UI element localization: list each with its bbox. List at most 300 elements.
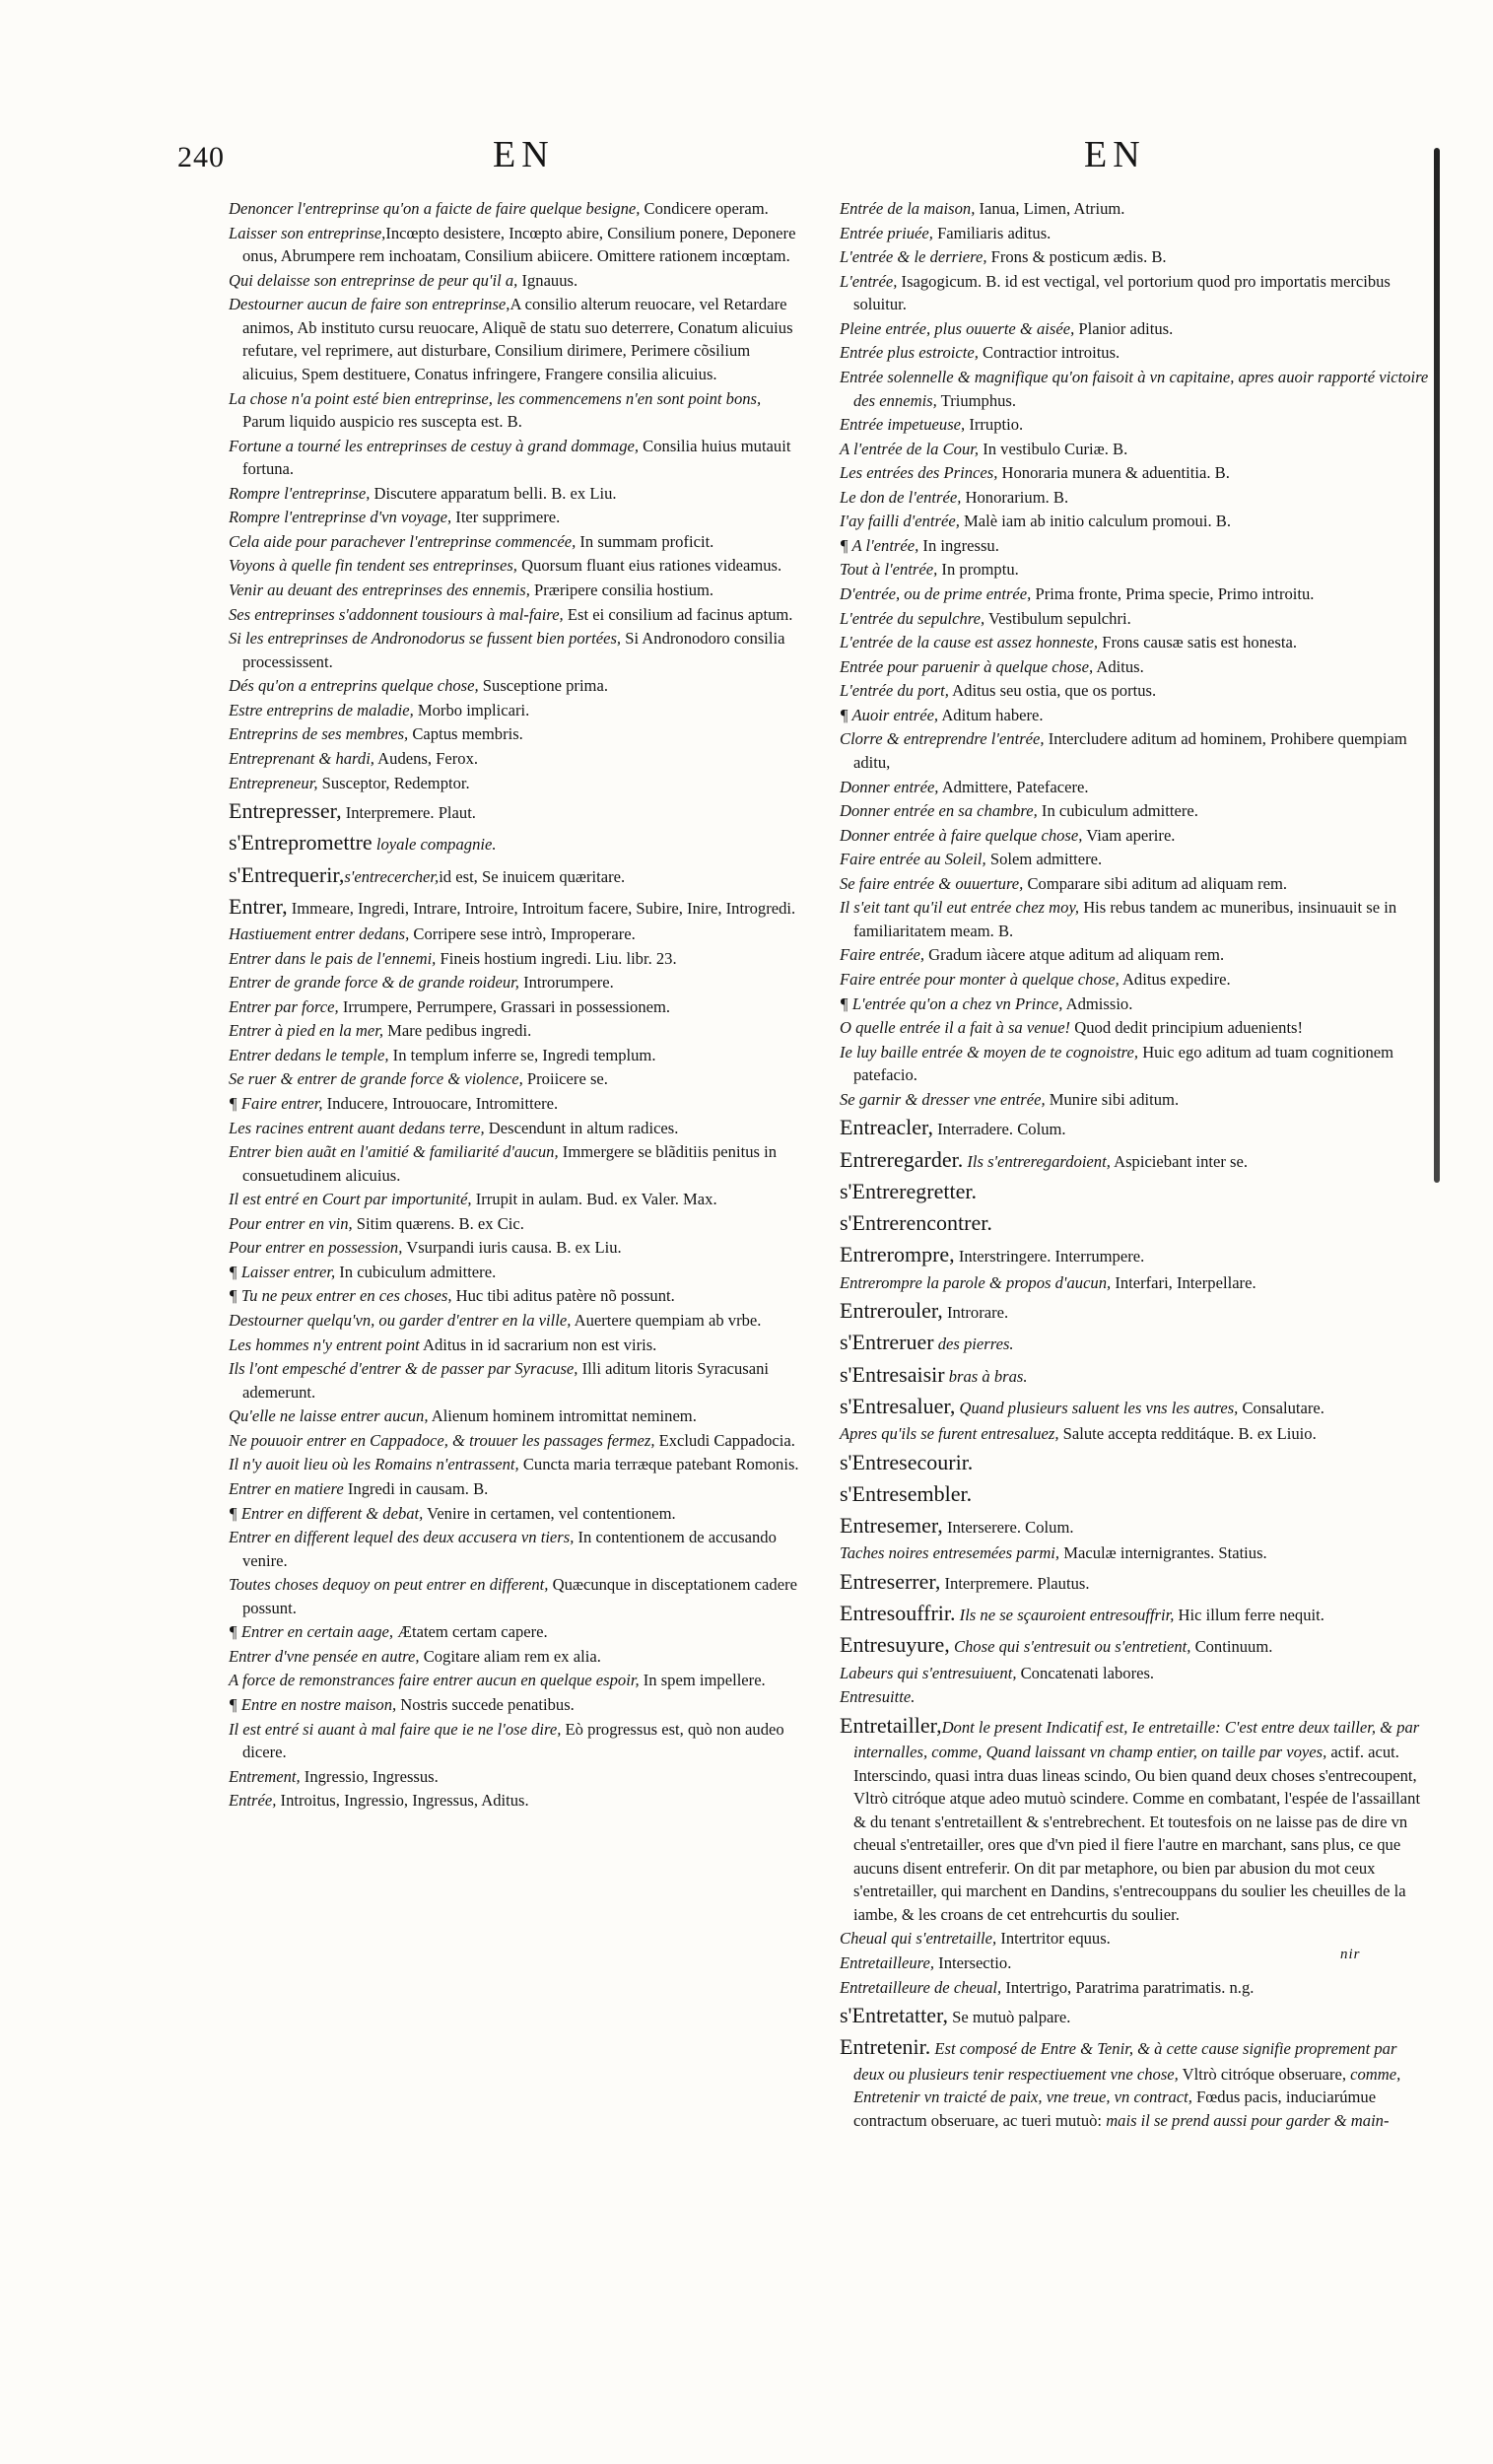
entry-latin: Continuum.	[1190, 1637, 1273, 1657]
entry-latin: Immeare, Ingredi, Intrare, Introire, Introitum facere, Subire, Inire, Introgredi.	[287, 898, 796, 918]
entry-latin: Præripere consilia hostium.	[529, 581, 714, 599]
entry-french: Entrerompre la parole & propos d'aucun,	[840, 1272, 1112, 1292]
entry-french: Venir au deuant des entreprinses des ennemis,	[229, 581, 530, 599]
dictionary-entry	[229, 1693, 802, 1717]
dictionary-entry	[229, 1261, 802, 1284]
entry-latin: Gradum iàcere atque aditum ad aliquam rem.	[924, 945, 1225, 965]
entry-headword: s'Entreregretter.	[840, 1178, 977, 1203]
dictionary-entry	[840, 1359, 1429, 1390]
entry-latin: Alienum hominem intromittat neminem.	[428, 1406, 697, 1426]
dictionary-entry	[840, 245, 1429, 269]
dictionary-entry	[840, 317, 1429, 341]
entry-latin: Contractior introitus.	[978, 343, 1120, 363]
entry-latin: Quæcunque in disceptationem cadere possunt.	[242, 1575, 797, 1617]
entry-latin: His rebus tandem ac muneribus, insinuauit se in familiaritatem meam. B.	[853, 898, 1397, 940]
entry-french: Est composé de Entre & Tenir, & à cette cause signifie proprement par deux ou plusieurs tenir respectiuement vne chose,	[853, 2039, 1397, 2084]
dictionary-entry	[840, 1327, 1429, 1357]
entry-latin: Interscindo, quasi intra duas lineas scindo, Ou bien quand deux choses s'entrecoupent, Vltrò citróque atque adeo mutuò scindere. Comme en combatant, l'espée de l'assaillant & du tenant s'entretaillent & s'entrebrechent. Et toutesfois on ne laisse pas de dire vn cheual s'entretailler, ores que d'vn pied il fiere l'autre en marchant, sans plus, ce que aucuns disent entreferir. On dit par metaphore, ou bien par abusion du mot ceux s'entretailler, qui marchent en Dandins, s'entrecouppans du soulier les cheuilles de la iambe, & les croans de cet entrehcurtis du soulier.	[853, 1765, 1421, 1924]
entry-french: Entrer bien auãt en l'amitié & familiarité d'aucun,	[229, 1142, 559, 1162]
dictionary-entry	[840, 534, 1429, 558]
dictionary-entry	[840, 1447, 1429, 1477]
entry-headword: Entrerouler,	[840, 1298, 943, 1324]
entry-french: Hastiuement entrer dedans,	[229, 924, 410, 943]
dictionary-entry	[840, 631, 1429, 654]
entry-headword: s'Entreruer	[840, 1330, 934, 1355]
dictionary-entry	[840, 776, 1429, 799]
dictionary-entry	[229, 1789, 802, 1813]
entry-french: Cela aide pour parachever l'entreprinse commencée,	[229, 531, 577, 551]
entry-latin: Aditus in id sacrarium non est viris.	[419, 1335, 657, 1354]
entry-french: L'entrée de la cause est assez honneste,	[840, 633, 1099, 652]
entry-french: Si les entreprinses de Andronodorus se fussent bien portées,	[229, 629, 622, 649]
entry-french: ¶ Entrer en certain aage,	[229, 1622, 394, 1642]
dictionary-entry	[840, 1629, 1429, 1660]
entry-french: Entretailleure,	[840, 1953, 935, 1972]
entry-headword: Entrerompre,	[840, 1242, 955, 1267]
entry-french: Rompre l'entreprinse,	[229, 483, 371, 503]
entry-latin: Consilia huius mutauit fortuna.	[242, 436, 791, 479]
dictionary-entry	[229, 772, 802, 795]
entry-latin: Audens, Ferox.	[373, 748, 479, 768]
entry-french: Le don de l'entrée,	[840, 487, 962, 507]
entry-french: Se ruer & entrer de grande force & violence,	[229, 1069, 523, 1089]
dictionary-entry	[840, 704, 1429, 727]
dictionary-entry	[840, 1422, 1429, 1446]
dictionary-entry	[840, 438, 1429, 461]
entry-french: Donner entrée,	[840, 777, 939, 796]
dictionary-entry	[229, 1309, 802, 1333]
entry-latin: id est,	[439, 866, 482, 886]
entry-french: Estre entreprins de maladie,	[229, 700, 414, 719]
entry-french: Clorre & entreprendre l'entrée,	[840, 729, 1045, 749]
entry-latin: Interstringere. Interrumpere.	[954, 1247, 1145, 1266]
dictionary-entry	[229, 1526, 802, 1572]
entry-headword: s'Entresaisir	[840, 1361, 945, 1387]
entry-french: Entrer d'vne pensée en autre,	[229, 1646, 420, 1666]
dictionary-entry	[840, 1239, 1429, 1269]
entry-latin: Interserere. Colum.	[942, 1518, 1074, 1538]
entry-french: Il est entré si auant à mal faire que ie ne l'ose dire,	[229, 1719, 562, 1739]
dictionary-entry	[229, 1236, 802, 1260]
entry-latin: actif. acut.	[1326, 1742, 1399, 1761]
dictionary-entry	[840, 1662, 1429, 1685]
entry-french: Entrée pour paruenir à quelque chose,	[840, 656, 1094, 676]
dictionary-entry	[229, 995, 802, 1019]
entry-french: comme, Entretenir vn traicté de paix, vne treue, vn contract,	[853, 2064, 1401, 2107]
entry-french: Dont le present Indicatif est, Ie entretaille: C'est entre deux tailler, & par internalles, comme, Quand laissant vn champ entier, on taille par voyes,	[853, 1717, 1420, 1761]
dictionary-entry	[229, 579, 802, 602]
entry-french: Donner entrée en sa chambre,	[840, 801, 1038, 821]
entry-latin: Malè iam ab initio calculum promoui. B.	[959, 512, 1231, 531]
entry-french: Chose qui s'entresuit ou s'entretient,	[949, 1637, 1191, 1657]
entry-latin: Irrumpere, Perrumpere, Grassari in possessionem.	[338, 996, 671, 1016]
entry-french: Qui delaisse son entreprinse de peur qu'il a,	[229, 270, 518, 290]
entry-headword: s'Entrequerir,	[229, 861, 345, 887]
entry-latin: Corripere sese intrò, Improperare.	[409, 924, 636, 943]
dictionary-entry	[840, 1271, 1429, 1295]
entry-french: Entrée priuée,	[840, 223, 933, 242]
entry-latin: Cuncta maria terræque patebant Romonis.	[518, 1455, 799, 1474]
entry-latin: Huc tibi aditus patère nõ possunt.	[451, 1286, 675, 1306]
entry-latin: Ætatem certam capere.	[393, 1622, 548, 1642]
entry-french: Les hommes n'y entrent point	[229, 1335, 420, 1354]
dictionary-entry	[840, 558, 1429, 582]
entry-latin: In ingressu.	[918, 535, 999, 555]
entry-latin: Descendunt in altum radices.	[484, 1118, 679, 1137]
entry-latin: In summam proficit.	[576, 531, 714, 551]
dictionary-entry	[840, 461, 1429, 485]
dictionary-entry	[229, 1453, 802, 1476]
entry-latin: Venire in certamen, vel contentionem.	[423, 1503, 676, 1523]
dictionary-entry	[840, 679, 1429, 703]
entry-latin: Vestibulum sepulchri.	[984, 608, 1131, 628]
dictionary-entry	[229, 1429, 802, 1453]
binding-edge	[1434, 148, 1440, 1183]
entry-headword: Entresuyure,	[840, 1632, 950, 1658]
entry-latin: Iter supprimere.	[451, 508, 561, 527]
entry-latin: Honoraria munera & aduentitia. B.	[997, 463, 1230, 483]
entry-french: Il n'y auoit lieu où les Romains n'entrassent,	[229, 1455, 519, 1474]
dictionary-entry	[229, 722, 802, 746]
entry-french: Il s'eit tant qu'il eut entrée chez moy,	[840, 898, 1080, 918]
entry-latin: In vestibulo Curiæ. B.	[979, 439, 1128, 458]
dictionary-entry	[229, 387, 802, 434]
entry-french: A l'entrée de la Cour,	[840, 439, 980, 458]
entry-headword: s'Entresecourir.	[840, 1449, 974, 1474]
dictionary-entry	[840, 510, 1429, 533]
dictionary-entry	[229, 859, 802, 890]
entry-latin: Hic illum ferre nequit.	[1174, 1606, 1324, 1625]
entry-french: Ses entreprinses s'addonnent tousiours à mal-faire,	[229, 604, 564, 624]
entry-french: Pour entrer en possession,	[229, 1238, 403, 1258]
entry-latin: In templum inferre se, Ingredi templum.	[388, 1045, 656, 1064]
entry-latin: Honorarium. B.	[961, 487, 1069, 507]
dictionary-entry	[229, 923, 802, 946]
entry-latin: Quorsum fluant eius rationes videamus.	[516, 556, 782, 576]
entry-latin: In contentionem de accusando venire.	[242, 1528, 777, 1570]
entry-french: Donner entrée à faire quelque chose,	[840, 825, 1083, 845]
entry-latin: Planior aditus.	[1074, 318, 1174, 338]
entry-french: loyale compagnie.	[372, 835, 497, 855]
entry-latin: Vsurpandi iuris causa. B. ex Liu.	[402, 1238, 622, 1258]
dictionary-entry	[840, 607, 1429, 631]
entry-french: L'entrée,	[840, 271, 898, 291]
entry-latin: Consalutare.	[1238, 1398, 1324, 1417]
entry-latin: Eò progressus est, quò non audeo dicere.	[242, 1719, 784, 1762]
entry-latin: Introrare.	[942, 1303, 1009, 1323]
dictionary-entry	[840, 341, 1429, 365]
right-column	[840, 197, 1429, 2133]
entry-french: ¶ A l'entrée,	[840, 535, 919, 555]
dictionary-entry	[229, 1140, 802, 1187]
dictionary-entry	[840, 992, 1429, 1016]
entry-headword: Entreregarder.	[840, 1146, 964, 1172]
dictionary-entry	[840, 799, 1429, 823]
entry-latin: Maculæ internigrantes. Statius.	[1059, 1543, 1267, 1563]
entry-french: ¶ Entre en nostre maison,	[229, 1695, 397, 1714]
right-running-title: EN	[1084, 134, 1146, 175]
entry-latin: Admissio.	[1062, 993, 1133, 1013]
entry-french: Entrement,	[229, 1766, 301, 1786]
entry-latin: A consilio alterum reuocare, vel Retardare animos, Ab instituto cursu reuocare, Aliquẽ de statu suo deterrere, Conatum alicuius refutare, vel reprimere, aut disturbare, Consilium dirimere, Perimere cõsilium alicuius, Spem destituere, Conatus infringere, Frangere consilia alicuius.	[242, 295, 793, 383]
dictionary-entry	[840, 366, 1429, 412]
dictionary-entry	[229, 971, 802, 994]
dictionary-entry	[229, 1573, 802, 1619]
dictionary-entry	[840, 1207, 1429, 1238]
entry-french: Pour entrer en vin,	[229, 1213, 353, 1233]
entry-headword: Entrepresser,	[229, 798, 342, 824]
entry-french: des pierres.	[933, 1335, 1014, 1354]
entry-french: La chose n'a point esté bien entreprinse, les commencemens n'en sont point bons,	[229, 388, 762, 408]
entry-latin: Ingredi in causam. B.	[343, 1478, 489, 1498]
dictionary-entry	[840, 2031, 1429, 2132]
entry-latin: Morbo implicari.	[413, 700, 530, 719]
dictionary-entry	[229, 506, 802, 529]
entry-latin: Se inuicem quæritare.	[481, 866, 626, 886]
entry-latin: Aspiciebant inter se.	[1110, 1151, 1249, 1171]
dictionary-entry	[229, 603, 802, 627]
dictionary-entry	[229, 1502, 802, 1526]
entry-headword: Entresemer,	[840, 1513, 943, 1539]
dictionary-entry	[229, 1019, 802, 1043]
entry-french: mais il se prend aussi pour garder & main-	[1106, 2110, 1390, 2130]
dictionary-entry	[229, 1188, 802, 1211]
entry-french: O quelle entrée il a fait à sa venue!	[840, 1018, 1071, 1038]
entry-french: Entrée,	[229, 1791, 277, 1811]
entry-latin: Aditus seu ostia, que os portus.	[948, 681, 1157, 701]
entry-french: Faire entrée au Soleil,	[840, 850, 986, 869]
entry-latin: Interradere. Colum.	[933, 1120, 1066, 1139]
entry-french: ¶ Auoir entrée,	[840, 705, 939, 724]
entry-latin: Vltrò citróque obseruare,	[1178, 2064, 1351, 2084]
dictionary-entry	[840, 1176, 1429, 1206]
dictionary-entry	[229, 1357, 802, 1403]
dictionary-entry	[840, 582, 1429, 606]
entry-french: Voyons à quelle fin tendent ses entreprinses,	[229, 556, 517, 576]
entry-headword: s'Entretatter,	[840, 2003, 948, 2028]
entry-latin: Introitus, Ingressio, Ingressus, Aditus.	[276, 1791, 529, 1811]
entry-french: ¶ Laisser entrer,	[229, 1262, 336, 1281]
entry-latin: Inducere, Introuocare, Intromittere.	[322, 1093, 559, 1113]
dictionary-entry	[229, 1620, 802, 1644]
entry-french: Entrée de la maison,	[840, 199, 976, 218]
entry-french: D'entrée, ou de prime entrée,	[840, 584, 1032, 603]
dictionary-entry	[840, 1710, 1429, 1927]
entry-latin: Intertritor equus.	[996, 1929, 1111, 1949]
dictionary-entry	[840, 655, 1429, 679]
entry-latin: Viam aperire.	[1082, 825, 1176, 845]
entry-french: Les racines entrent auant dedans terre,	[229, 1118, 485, 1137]
entry-french: Laisser son entreprinse,	[229, 223, 386, 242]
catchword: nir	[1340, 1947, 1361, 1962]
entry-latin: Irruptio.	[965, 415, 1024, 435]
dictionary-entry	[229, 1044, 802, 1067]
entry-french: Se garnir & dresser vne entrée,	[840, 1089, 1046, 1109]
entry-latin: Ignauus.	[517, 270, 578, 290]
entry-french: Faire entrée pour monter à quelque chose,	[840, 970, 1120, 989]
entry-headword: s'Entrerencontrer.	[840, 1210, 992, 1236]
dictionary-entry	[229, 947, 802, 971]
entry-latin: Est ei consilium ad facinus aptum.	[563, 604, 793, 624]
dictionary-entry	[840, 896, 1429, 942]
entry-french: Cheual qui s'entretaille,	[840, 1929, 997, 1949]
entry-french: Rompre l'entreprinse d'vn voyage,	[229, 508, 452, 527]
dictionary-entry	[229, 1645, 802, 1669]
dictionary-entry	[840, 824, 1429, 848]
dictionary-entry	[840, 270, 1429, 316]
dictionary-entry	[840, 1478, 1429, 1509]
entry-latin: Susceptor, Redemptor.	[317, 773, 470, 792]
dictionary-entry	[840, 1541, 1429, 1565]
dictionary-entry	[229, 554, 802, 578]
dictionary-entry	[229, 747, 802, 771]
dictionary-entry	[840, 872, 1429, 896]
entry-french: Qu'elle ne laisse entrer aucun,	[229, 1406, 429, 1426]
entry-headword: Entretailler,	[840, 1712, 942, 1738]
entry-latin: Comparare sibi aditum ad aliquam rem.	[1023, 873, 1288, 893]
dictionary-entry	[840, 1295, 1429, 1326]
entry-latin: Aditus expedire.	[1119, 970, 1231, 989]
entry-latin: Intersectio.	[934, 1953, 1012, 1972]
entry-french: Ne pouuoir entrer en Cappadoce, & trouuer les passages fermez,	[229, 1430, 655, 1450]
entry-latin: Ianua, Limen, Atrium.	[975, 199, 1125, 218]
entry-latin: Frons causæ satis est honesta.	[1098, 633, 1297, 652]
entry-french: Entrer de grande force & de grande roideur,	[229, 973, 519, 992]
entry-french: Ie luy baille entrée & moyen de te cognoistre,	[840, 1042, 1139, 1061]
dictionary-entry	[840, 1510, 1429, 1540]
entry-french: Se faire entrée & ouuerture,	[840, 873, 1024, 893]
entry-french: I'ay failli d'entrée,	[840, 512, 960, 531]
entry-french: L'entrée du sepulchre,	[840, 608, 985, 628]
entry-latin: Nostris succede penatibus.	[396, 1695, 575, 1714]
dictionary-entry	[229, 269, 802, 293]
entry-latin: Interpremere. Plaut.	[341, 803, 476, 823]
entry-french: Entrer en matiere	[229, 1478, 344, 1498]
dictionary-entry	[840, 1685, 1429, 1709]
entry-latin: Admittere, Patefacere.	[938, 777, 1089, 796]
entry-latin: Munire sibi aditum.	[1045, 1089, 1180, 1109]
entry-latin: Introrumpere.	[518, 973, 614, 992]
entry-french: Entrer dedans le temple,	[229, 1045, 389, 1064]
entry-latin: Isagogicum. B. id est vectigal, vel portorium quod pro importatis mercibus soluitur.	[853, 271, 1391, 314]
entry-latin: Irrupit in aulam. Bud. ex Valer. Max.	[471, 1190, 717, 1209]
entry-latin: Auertere quempiam ab vrbe.	[571, 1311, 762, 1330]
entry-french: ¶ L'entrée qu'on a chez vn Prince,	[840, 993, 1063, 1013]
entry-latin: In cubiculum admittere.	[1037, 801, 1198, 821]
dictionary-entry	[840, 1391, 1429, 1421]
entry-latin: Se mutuò palpare.	[947, 2008, 1071, 2027]
dictionary-entry	[229, 891, 802, 922]
entry-latin: In cubiculum admittere.	[335, 1262, 497, 1281]
dictionary-entry	[840, 413, 1429, 437]
entry-french: Quand plusieurs saluent les vns les autres,	[955, 1398, 1239, 1417]
dictionary-entry	[840, 486, 1429, 510]
entry-latin: Si Andronodoro consilia processissent.	[242, 629, 785, 671]
entry-french: A force de remonstrances faire entrer aucun en quelque espoir,	[229, 1671, 640, 1690]
entry-french: bras à bras.	[944, 1366, 1028, 1386]
dictionary-entry	[840, 1016, 1429, 1040]
entry-latin: Familiaris aditus.	[932, 223, 1052, 242]
dictionary-entry	[840, 943, 1429, 967]
dictionary-entry	[229, 1404, 802, 1428]
dictionary-entry	[840, 1144, 1429, 1175]
entry-latin: Parum liquido auspicio res suscepta est. B.	[242, 412, 522, 432]
entry-french: ¶ Faire entrer,	[229, 1093, 323, 1113]
entry-french: Entrer dans le pais de l'ennemi,	[229, 948, 437, 968]
dictionary-entry	[840, 197, 1429, 221]
entry-french: Entretailleure de cheual,	[840, 1977, 1002, 1997]
dictionary-entry	[840, 1976, 1429, 2000]
entry-french: Labeurs qui s'entresuiuent,	[840, 1663, 1017, 1682]
entry-latin: Interfari, Interpellare.	[1111, 1272, 1256, 1292]
entry-latin: Quod dedit principium aduenients!	[1070, 1018, 1304, 1038]
entry-french: Entreprenant & hardi,	[229, 748, 374, 768]
entry-latin: Cogitare aliam rem ex alia.	[419, 1646, 601, 1666]
entry-latin: Incœpto desistere, Incœpto abire, Consilium ponere, Deponere onus, Abrumpere rem inchoatam, Consilium abiicere. Omittere rationem incœptam.	[242, 223, 796, 266]
entry-latin: Concatenati labores.	[1016, 1663, 1155, 1682]
dictionary-entry	[840, 222, 1429, 245]
dictionary-entry	[229, 293, 802, 385]
dictionary-entry	[229, 1765, 802, 1789]
entry-french: Entresuitte.	[840, 1687, 916, 1707]
entry-french: L'entrée du port,	[840, 681, 949, 701]
dictionary-entry	[229, 1067, 802, 1091]
entry-french: Destourner aucun de faire son entreprinse,	[229, 295, 510, 314]
entry-french: Toutes choses dequoy on peut entrer en different,	[229, 1575, 549, 1595]
entry-headword: Entreacler,	[840, 1115, 933, 1140]
dictionary-entry	[229, 1284, 802, 1308]
entry-latin: Ingressio, Ingressus.	[300, 1766, 439, 1786]
dictionary-entry	[840, 1566, 1429, 1597]
dictionary-entry	[229, 482, 802, 506]
page-header	[177, 133, 1390, 192]
left-running-title: EN	[493, 134, 555, 175]
entry-latin: Intercludere aditum ad hominem, Prohibere quempiam aditu,	[853, 729, 1407, 772]
dictionary-entry	[229, 1117, 802, 1140]
entry-headword: s'Entresembler.	[840, 1480, 973, 1506]
entry-latin: Proiicere se.	[522, 1069, 608, 1089]
dictionary-entry	[229, 222, 802, 268]
dictionary-entry	[229, 674, 802, 698]
dictionary-entry	[840, 1088, 1429, 1112]
entry-latin: Condicere operam.	[640, 199, 769, 218]
dictionary-entry	[229, 1669, 802, 1692]
entry-french: Entrée impetueuse,	[840, 415, 966, 435]
dictionary-entry	[229, 1212, 802, 1236]
entry-latin: Aditus.	[1093, 656, 1144, 676]
entry-headword: s'Entrepromettre	[229, 830, 373, 856]
entry-headword: s'Entresaluer,	[840, 1393, 956, 1418]
dictionary-entry	[229, 1477, 802, 1501]
dictionary-entry	[840, 968, 1429, 992]
entry-latin: In spem impellere.	[639, 1671, 766, 1690]
entry-headword: Entretenir.	[840, 2034, 931, 2060]
entry-french: Destourner quelqu'vn, ou garder d'entrer en la ville,	[229, 1311, 572, 1330]
entry-latin: Susceptione prima.	[478, 676, 608, 696]
entry-latin: Mare pedibus ingredi.	[383, 1021, 532, 1041]
entry-french: Entrepreneur,	[229, 773, 318, 792]
entry-latin: Fœdus pacis, induciarúmue contractum obseruare, ac tueri mutuò:	[853, 2088, 1377, 2130]
entry-french: Entrer par force,	[229, 996, 339, 1016]
dictionary-entry	[840, 1112, 1429, 1142]
dictionary-entry	[229, 197, 802, 221]
entry-french: Entrer en different lequel des deux accusera vn tiers,	[229, 1528, 575, 1547]
entry-latin: Discutere apparatum belli. B. ex Liu.	[370, 483, 617, 503]
entry-headword: Entrer,	[229, 893, 288, 919]
entry-latin: Salute accepta redditáque. B. ex Liuio.	[1058, 1424, 1317, 1444]
entry-french: Les entrées des Princes,	[840, 463, 998, 483]
entry-latin: Aditum habere.	[938, 705, 1044, 724]
